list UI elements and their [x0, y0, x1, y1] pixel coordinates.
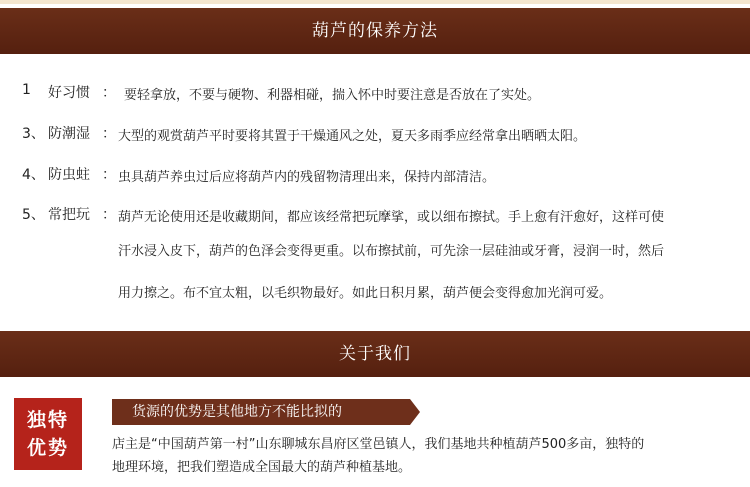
tip-text-line: 要轻拿放，不要与硬物、利器相碰，揣入怀中时要注意是否放在了实处。 — [124, 88, 541, 103]
top-decor-strip — [0, 0, 750, 4]
badge-line: 独特 — [26, 409, 69, 431]
tip-text-line: 葫芦无论使用还是收藏期间，都应该经常把玩摩挲，或以细布擦拭。手上愈有汗愈好，这样可使 — [118, 210, 665, 225]
tip-text-line: 虫具葫芦养虫过后应将葫芦内的残留物清理出来，保持内部清洁。 — [118, 170, 496, 185]
care-section-title: 葫芦的保养方法 — [312, 21, 438, 41]
tip-number: 3、 — [22, 126, 45, 142]
care-section-banner — [0, 8, 750, 54]
about-section-title: 关于我们 — [339, 344, 411, 364]
subtitle-bar-arrow — [410, 399, 420, 425]
badge-line: 优势 — [26, 437, 69, 459]
advantage-subtitle: 货源的优势是其他地方不能比拟的 — [132, 404, 342, 420]
tip-text-line: 汗水浸入皮下，葫芦的色泽会变得更重。以布擦拭前，可先涂一层硅油或牙膏，浸润一时，然后 — [118, 244, 665, 259]
about-text-line: 地理环境，把我们塑造成全国最大的葫芦种植基地。 — [112, 460, 412, 475]
tip-number: 1 — [22, 82, 31, 98]
tip-number: 4、 — [22, 167, 45, 183]
advantage-subtitle-bar — [112, 399, 410, 425]
tip-term: 好习惯 — [48, 85, 90, 101]
tip-colon: ： — [102, 207, 116, 223]
tip-term: 防潮湿 — [48, 126, 90, 142]
tip-term: 常把玩 — [48, 207, 90, 223]
tip-colon: ： — [102, 126, 116, 142]
tip-text-line: 大型的观赏葫芦平时要将其置于干燥通风之处，夏天多雨季应经常拿出晒晒太阳。 — [118, 129, 587, 144]
tip-colon: ： — [102, 85, 116, 101]
tip-term: 防虫蛀 — [48, 167, 90, 183]
about-section-banner — [0, 331, 750, 377]
tip-colon: ： — [102, 167, 116, 183]
about-text-line: 店主是“中国葫芦第一村”山东聊城东昌府区堂邑镇人，我们基地共种植葫芦500多亩，独特的 — [112, 437, 645, 452]
tip-text-line: 用力擦之。布不宜太粗，以毛织物最好。如此日积月累，葫芦便会变得愈加光润可爱。 — [118, 286, 613, 301]
tip-number: 5、 — [22, 207, 45, 223]
advantage-badge — [14, 398, 82, 470]
